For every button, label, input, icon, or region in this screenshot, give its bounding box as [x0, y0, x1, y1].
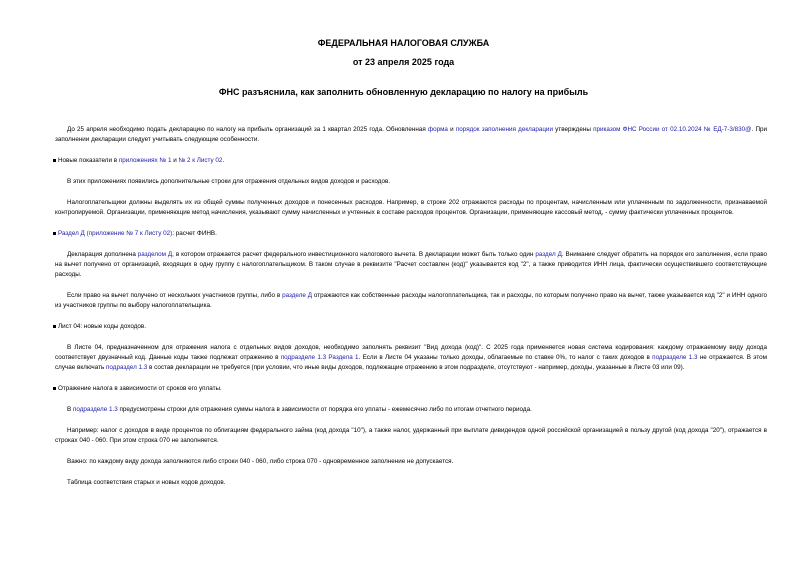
bullet-icon — [53, 325, 56, 328]
bullet-icon — [53, 232, 56, 235]
text-span: , в котором отражается расчет федерального инвестиционного налогового вычета. В декларации может быть только один — [172, 251, 536, 258]
paragraph-taxpayers: Налогоплательщики должны выделять их из общей суммы полученных доходов и понесенных расходов. Например, в строке 202 отражаются расходы по процентам, начисленным или уплаченным по задолженности, признаваемой контролируемой. Организации, применяющие метод начисления, указывают сумму начисленных и учтенных в составе расходов процентов. Организации, применяющие кассовый метод, - сумму фактически уплаченных процентов. — [55, 199, 767, 216]
paragraph-important: Важно: по каждому виду дохода заполняются либо строки 040 - 060, либо строка 070 - одновременное заполнение не допускается. — [67, 458, 454, 465]
link-subsection-1-3[interactable]: подразделе 1.3 — [652, 354, 698, 361]
text-span: . При заполнении декларации следует учитывать следующие особенности. — [55, 126, 767, 143]
text-span: утверждены — [552, 126, 594, 133]
text-span: Новые показатели в — [58, 157, 119, 164]
paragraph-subsection-1-3 — [55, 405, 767, 415]
link-form[interactable]: форма — [427, 126, 448, 133]
document-body — [55, 125, 767, 499]
link-appendix-2[interactable]: № 2 к Листу 02 — [178, 157, 223, 164]
link-section-d[interactable]: раздел Д — [535, 251, 562, 258]
link-section-d-appendix[interactable]: Раздел Д (приложение № 7 к Листу 02) — [58, 230, 173, 237]
paragraph-section-d — [55, 250, 767, 280]
document-title: ФНС разъяснила, как заполнить обновленную декларацию по налогу на прибыль — [218, 87, 589, 97]
link-filling-procedure[interactable]: порядок заполнения декларации — [455, 126, 553, 133]
text-span: Декларация дополнена — [67, 251, 138, 258]
bullet-icon — [53, 159, 56, 162]
text-span: . Внимание следует обратить на порядок его заполнения, если право на вычет получено от организаций, входящих в одну группу с налогоплательщиком. В таком случае в реквизите "Расчет составлен (код)" указывается код "2", а также приводится ИНН лица, фактически осуществившего соответствующие расходы. — [55, 251, 767, 278]
text-span: и — [171, 157, 179, 164]
text-span: Если право на вычет получено от нескольких участников группы, либо в — [67, 292, 283, 299]
paragraph-appendices: В этих приложениях появились дополнительные строки для отражения отдельных видов доходов и расходов. — [67, 178, 391, 185]
link-subsection-1-3-section-1[interactable]: подразделе 1.3 Раздела 1 — [280, 354, 359, 361]
text-span: : расчет ФИНВ. — [172, 230, 217, 237]
bullet-new-indicators — [53, 156, 767, 166]
link-subsection-1-3[interactable]: подраздел 1.3 — [106, 364, 148, 371]
text-span: отражаются как собственные расходы налогоплательщика, так и расходы, по которым получено право на вычет, также указывается код "2" и ИНН одного из участников группы по выбору налогоплательщика. — [55, 292, 768, 309]
text-span: . Если в Листе 04 указаны только доходы, облагаемые по ставке 0%, то налог с таких доходов в — [358, 354, 653, 361]
text-span: В — [67, 406, 73, 413]
paragraph-sheet-04 — [55, 343, 767, 373]
link-appendix-1[interactable]: приложениях № 1 — [118, 157, 172, 164]
link-subsection-1-3[interactable]: подразделе 1.3 — [72, 406, 118, 413]
paragraph-intro — [55, 125, 767, 145]
bullet-sheet-04 — [53, 322, 767, 332]
text-span: и — [447, 126, 456, 133]
date-heading: от 23 апреля 2025 года — [352, 57, 455, 67]
paragraph-group-participants — [55, 291, 767, 311]
link-fns-order[interactable]: приказом ФНС России от 02.10.2024 № ЕД-7-3/830@ — [593, 126, 752, 133]
bullet-section-d — [53, 229, 767, 239]
link-section-d[interactable]: разделе Д — [282, 292, 313, 299]
text-span: предусмотрены строки для отражения суммы налога в зависимости от порядка его уплаты - ежемесячно либо по итогам отчетного периода. — [117, 406, 532, 413]
bullet-icon — [53, 387, 56, 390]
text-span: Отражение налога в зависимости от сроков его уплаты. — [58, 385, 222, 392]
text-span: В Листе 04, предназначенном для отражения налога с отдельных видов доходов, необходимо заполнять реквизит "Вид дохода (код)". С 2025 года применяется новая система кодирования: каждому отражаемому виду дохода соответствует двузначный код. Данные коды также подлежат отражению в — [55, 344, 767, 361]
text-span: . — [222, 157, 225, 164]
text-span: в состав декларации не требуется (при условии, что иные виды доходов, подлежащие отражению в этом подразделе, отсутствуют - например, доходы, указанные в Листе 03 или 09). — [147, 364, 685, 371]
text-span: не отражается. В этом случае включать — [55, 354, 768, 371]
paragraph-example: Например: налог с доходов в виде процентов по облигациям федерального займа (код дохода "10"), а также налог, удержанный при выплате дивидендов одной российской организацией в пользу другой (код дохода "20"), отражается в строках 040 - 060. При этом строка 070 не заполняется. — [55, 427, 767, 444]
paragraph-codes-table: Таблица соответствия старых и новых кодов доходов. — [67, 479, 226, 486]
text-span: До 25 апреля необходимо подать декларацию по налогу на прибыль организаций за 1 квартал 2025 года. Обновленная — [67, 126, 428, 133]
text-span: Лист 04: новые коды доходов. — [58, 323, 146, 330]
link-section-d[interactable]: разделом Д — [137, 251, 173, 258]
bullet-tax-payment-terms — [53, 384, 767, 394]
agency-heading: ФЕДЕРАЛЬНАЯ НАЛОГОВАЯ СЛУЖБА — [317, 38, 490, 48]
